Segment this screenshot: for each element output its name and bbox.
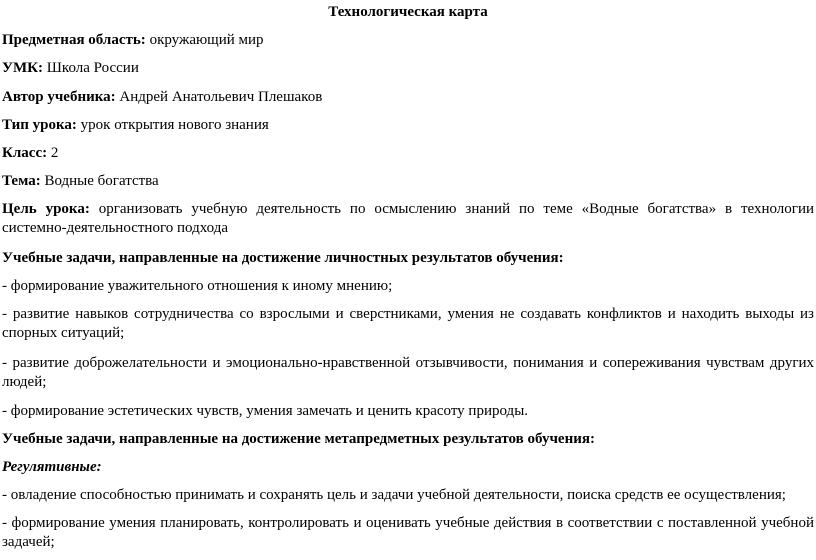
lesson-goal (2, 200, 814, 238)
field-umk-label: УМК: (2, 60, 44, 76)
field-umk-value: Школа России (46, 60, 139, 76)
personal-task-item: - формирование эстетических чувств, умения замечать и ценить красоту природы. (2, 403, 529, 419)
regulatory-subheading: Регулятивные: (2, 459, 102, 475)
personal-tasks-heading: Учебные задачи, направленные на достижение личностных результатов обучения: (2, 250, 564, 266)
document-title: Технологическая карта (328, 4, 488, 20)
field-author-label: Автор учебника: (2, 89, 116, 105)
meta-task-item: - формирование умения планировать, контролировать и оценивать учебные действия в соответствии с поставленной учебной задачей; (2, 515, 814, 550)
field-lesson-type-label: Тип урока: (2, 117, 77, 133)
field-author-value: Андрей Анатольевич Плешаков (119, 89, 323, 105)
lesson-goal-value: организовать учебную деятельность по осмыслению знаний по теме «Водные богатства» в технологии системно-деятельностного подхода (2, 201, 814, 236)
personal-task-item: - развитие навыков сотрудничества со взрослыми и сверстниками, умения не создавать конфликтов и находить выходы из спорных ситуаций; (2, 306, 814, 341)
meta-tasks-heading: Учебные задачи, направленные на достижение метапредметных результатов обучения: (2, 431, 595, 447)
field-lesson-type-value: урок открытия нового знания (80, 117, 269, 133)
personal-task-item: - развитие доброжелательности и эмоционально-нравственной отзывчивости, понимания и сопереживания чувствам других людей; (2, 355, 814, 390)
meta-task-item: - овладение способностью принимать и сохранять цель и задачи учебной деятельности, поиска средств ее осуществления; (2, 487, 786, 503)
field-topic-label: Тема: (2, 173, 41, 189)
field-author (2, 88, 814, 107)
lesson-goal-label: Цель урока: (2, 201, 90, 217)
field-grade (2, 144, 814, 163)
field-topic (2, 172, 814, 191)
field-grade-value: 2 (50, 145, 59, 161)
personal-task-item: - формирование уважительного отношения к иному мнению; (2, 278, 393, 294)
field-umk (2, 59, 814, 78)
field-grade-label: Класс: (2, 145, 48, 161)
field-subject-label: Предметная область: (2, 32, 146, 48)
field-topic-value: Водные богатства (44, 173, 159, 189)
field-subject (2, 31, 814, 50)
field-subject-value: окружающий мир (149, 32, 264, 48)
field-lesson-type (2, 116, 814, 135)
